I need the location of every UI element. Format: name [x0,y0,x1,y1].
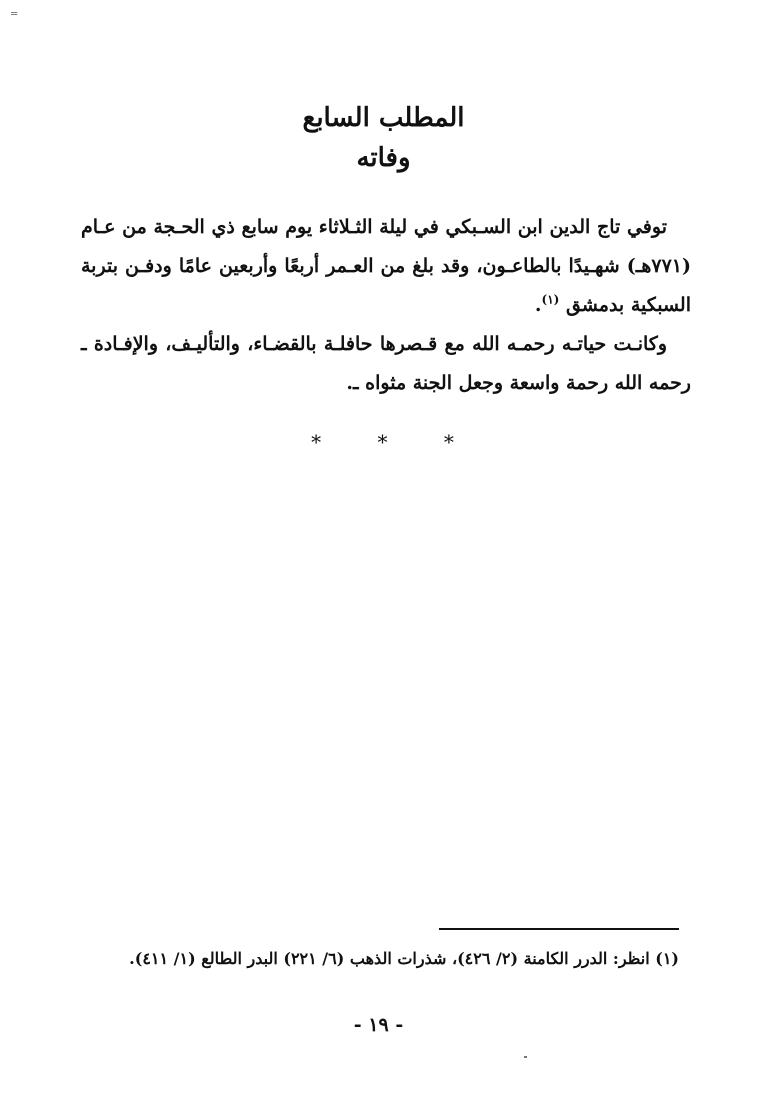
section-separator [0,430,757,454]
separator-star: * [443,430,454,454]
paragraph-death-end: . [534,294,542,316]
footnote: (١) انظر: الدرر الكامنة (٢/ ٤٢٦)، شذرات الذهب (٦/ ٢٢١) البدر الطالع (١/ ٤١١). [129,949,679,968]
separator-star: * [377,430,388,454]
paragraph-death-text: توفي تاج الدين ابن السـبكي في ليلة الثـلاثاء يوم سابع ذي الحـجة من عـام (٧٧١هـ) شهـيدًا بالطاعـون، وقد بلغ من العـمر أربعًا وأربعين عامًا ودفـن بتربة السبكية بدمشق [81,216,691,316]
footnote-divider [439,928,679,930]
heading-subtitle: وفاته [356,143,411,173]
scan-speck [524,1056,527,1058]
paragraph-life: وكانـت حياتـه رحمـه الله مع قـصرها حافلـة بالقضـاء، والتأليـف، والإفـادة ـ رحمه الله رحمة واسعة وجعل الجنة مثواه ـ. [81,333,691,394]
section-heading [0,98,757,178]
footnote-reference: (١) [541,292,560,307]
heading-title: المطلب السابع [302,103,465,133]
corner-mark: = [10,9,19,20]
body-text [81,208,691,403]
page-number: - ١٩ - [353,1014,404,1036]
paragraph-death [81,208,691,325]
separator-star: * [311,430,322,454]
